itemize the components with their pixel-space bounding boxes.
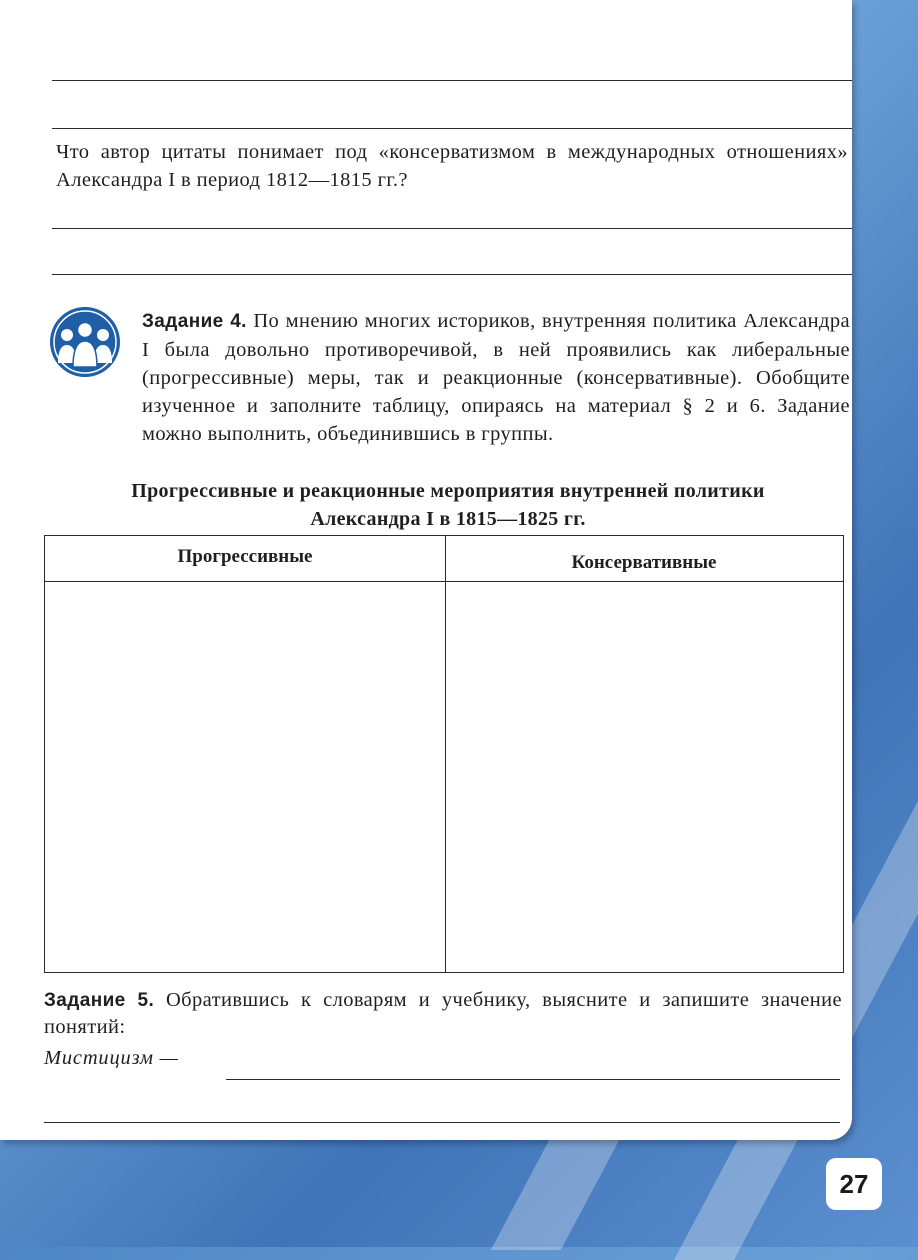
term-row-mysticism bbox=[44, 1047, 840, 1081]
table-title-line-1: Прогрессивные и реакционные мероприятия внутренней политики bbox=[131, 480, 765, 502]
task-5-body: Обратившись к словарям и учебнику, выясните и запишите значение понятий: bbox=[44, 989, 842, 1038]
answer-line bbox=[52, 228, 852, 229]
question-text: Что автор цитаты понимает под «консерватизмом в международных отношениях» Александра I в период 1812—1815 гг.? bbox=[56, 141, 848, 191]
task-4-label: Задание 4. bbox=[142, 311, 247, 332]
task-4-text bbox=[142, 307, 850, 448]
page-number: 27 bbox=[826, 1158, 882, 1210]
answer-line bbox=[226, 1079, 840, 1080]
task-5-text bbox=[44, 987, 842, 1041]
answer-line bbox=[44, 1122, 840, 1123]
group-work-icon bbox=[48, 305, 122, 379]
background-stripe bbox=[491, 1140, 619, 1250]
task-4-body: По мнению многих историков, внутренняя политика Александра I была довольно противоречивой, в ней проявились как либеральные (прогрессивные) меры, так и реакционные (консервативные). Обобщите изученное и заполните таблицу, опираясь на материал § 2 и 6. Задание можно выполнить, объединившись в группы. bbox=[142, 310, 851, 445]
answer-line bbox=[52, 128, 852, 129]
term-mysticism: Мистицизм — bbox=[44, 1047, 179, 1069]
column-header-progressive: Прогрессивные bbox=[177, 546, 313, 567]
policy-table bbox=[44, 535, 844, 973]
table-title-line-2: Александра I в 1815—1825 гг. bbox=[310, 508, 586, 530]
answer-line bbox=[52, 274, 852, 275]
table-column-divider bbox=[445, 536, 446, 972]
column-header-conservative: Консервативные bbox=[571, 552, 717, 573]
answer-line bbox=[52, 80, 852, 81]
task-5-label: Задание 5. bbox=[44, 990, 155, 1011]
table-header-divider bbox=[45, 581, 843, 582]
table-title bbox=[50, 477, 846, 533]
